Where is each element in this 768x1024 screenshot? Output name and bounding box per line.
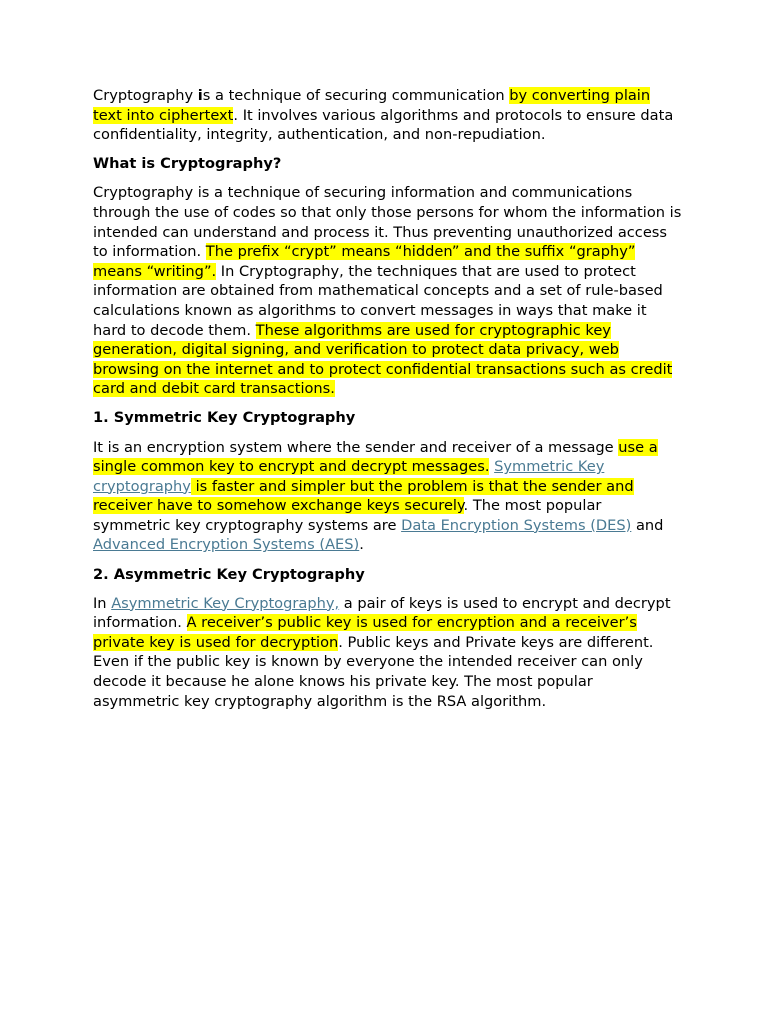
symmetric-key-cryptography-link[interactable]: Symmetric Key cryptography (93, 458, 605, 495)
intro-text-2: i (197, 87, 203, 104)
what-text-2: In Cryptography, the techniques that are used to protect information are obtained from mathematical concepts and a set of rule-based calculations known as algorithms to convert messages in ways that make it hard to decode them. (93, 262, 663, 339)
intro-text-1: Cryptography (93, 87, 198, 104)
asymmetric-text-3: . Public keys and Private keys are different. Even if the public key is known by everyone the intended receiver can only decode it because he alone knows his private key. The most popular asymmetric key cryptography algorithm is the RSA algorithm. (93, 633, 654, 710)
what-is-cryptography-heading: What is Cryptography? (93, 155, 282, 173)
asymmetric-key-cryptography-link[interactable]: Asymmetric Key Cryptography, (111, 594, 340, 612)
symmetric-text-1: It is an encryption system where the sender and receiver of a message (93, 438, 619, 456)
intro-text-4: . It involves various algorithms and protocols to ensure data confidentiality, integrity, authentication, and non-repudiation. (93, 106, 674, 144)
symmetric-text-3: . The most popular symmetric key cryptography systems are (93, 497, 602, 534)
symmetric-text-5: . (359, 536, 364, 554)
asymmetric-paragraph (93, 594, 683, 712)
intro-highlight-1: by converting plain text into ciphertext (93, 87, 651, 124)
what-highlight-1: The prefix “crypt” means “hidden” and the suffix “graphy” means “writing”. (93, 243, 636, 280)
asymmetric-key-heading: 2. Asymmetric Key Cryptography (93, 565, 365, 583)
symmetric-text-4: and (631, 516, 664, 534)
symmetric-paragraph (93, 438, 683, 556)
what-text-1: Cryptography is a technique of securing information and communications through the use of codes so that only those persons for whom the information is intended can understand and process it. Thus preventing unauthorized access to information. (93, 184, 682, 261)
what-highlight-2: These algorithms are used for cryptographic key generation, digital signing, and verification to protect data privacy, web browsing on the internet and to protect confidential transactions such as credit card and debit card transactions. (93, 321, 673, 398)
des-link[interactable]: Data Encryption Systems (DES) (401, 516, 632, 534)
intro-paragraph (93, 86, 683, 145)
asymmetric-highlight-1: A receiver’s public key is used for encryption and a receiver’s private key is used for decryption (93, 614, 637, 651)
what-is-paragraph (93, 183, 683, 399)
asymmetric-text-1: In (93, 594, 112, 612)
aes-link[interactable]: Advanced Encryption Systems (AES) (93, 536, 360, 554)
symmetric-key-heading: 1. Symmetric Key Cryptography (93, 409, 356, 427)
intro-text-3: s a technique of securing communication (202, 87, 510, 104)
symmetric-highlight-1: use a single common key to encrypt and decrypt messages. (93, 438, 658, 476)
symmetric-highlight-2: is faster and simpler but the problem is that the sender and receiver have to somehow exchange keys securely (93, 477, 634, 515)
document-page (93, 86, 683, 721)
asymmetric-text-2: a pair of keys is used to encrypt and decrypt information. (93, 594, 671, 632)
